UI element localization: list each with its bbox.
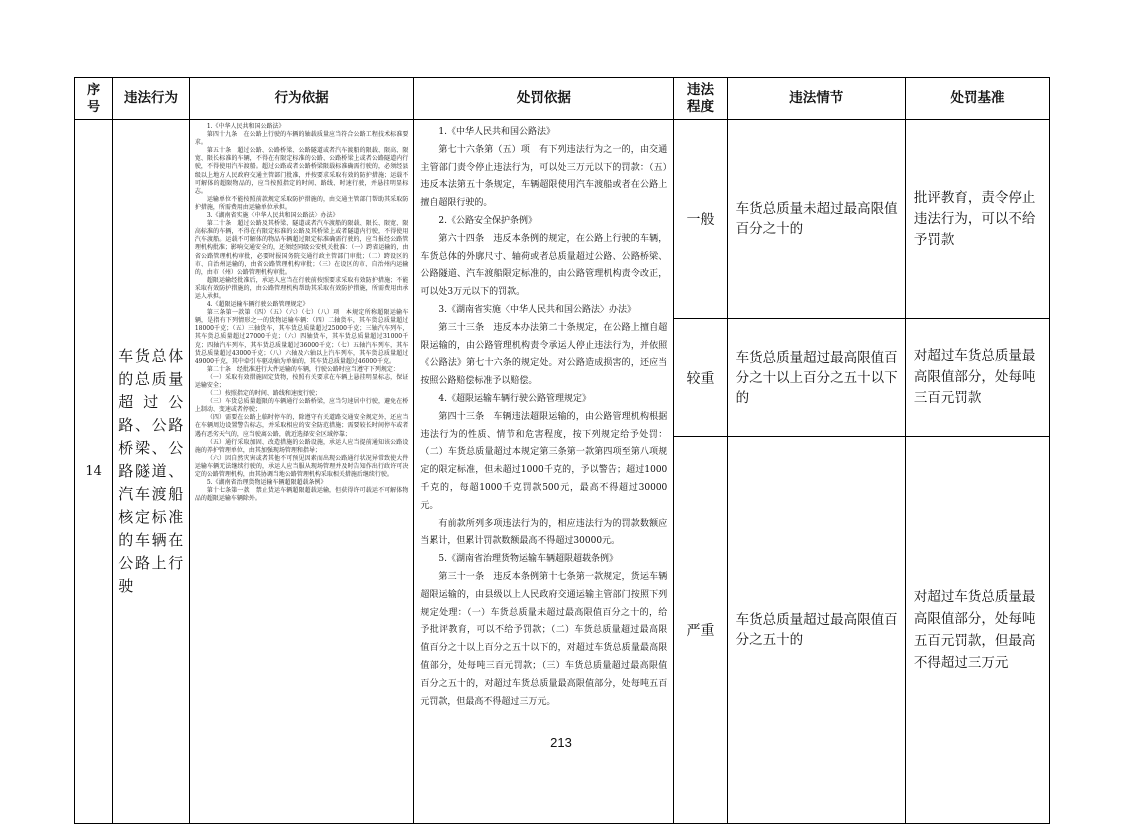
penalty-paragraph: 第三十三条 违反本办法第二十条规定，在公路上擅自超限运输的，由公路管理机构责令承运人停止违法行为，并依照《公路法》第七十六条的规定处。对公路造成损害的，还应当按照公路赔偿标准予以赔偿。: [420, 322, 668, 387]
basis-paragraph: （四）需要在公路上临时停车的，除遵守有关道路交通安全规定外，还应当在车辆周边设置警告标志，并采取相应的安全防范措施；需要较长时间停车或者遇有恶劣天气的，应当驶离公路，就近选择安全区域停靠；: [194, 414, 409, 438]
header-degree: [674, 78, 727, 120]
header-no: 序号: [75, 78, 113, 120]
basis-paragraph: 第二十条 经批准进行大件运输的车辆，行驶公路时应当遵守下列规定：: [206, 365, 399, 373]
row-number: 14: [75, 120, 113, 824]
circumstance-general: 车货总质量未超过最高限值百分之十的: [727, 120, 905, 319]
basis-paragraph: 运输单位不能按照前款规定采取防护措施的，由交通主管部门帮助其采取防护措施，所需费用由运输单位承担。: [194, 195, 409, 211]
table-row: [75, 120, 1050, 319]
basis-paragraph: （三）车货总质量超限的车辆通行公路桥梁，应当匀速居中行驶，避免在桥上制动、变速或者停驶；: [194, 398, 409, 414]
basis-paragraph: （一）采取有效措施固定货物，按照有关要求在车辆上悬挂明显标志，保证运输安全；: [194, 373, 409, 389]
penalty-paragraph: 5.《湖南省治理货物运输车辆超限超载条例》: [438, 554, 619, 565]
penalty-paragraph: 4.《超限运输车辆行驶公路管理规定》: [438, 393, 592, 404]
basis-paragraph: 第四十九条 在公路上行驶的车辆的轴载质量应当符合公路工程技术标准要求。: [194, 131, 409, 147]
basis-paragraph: 第二十条 超过公路及其桥梁、隧道或者汽车渡船的限载、限长、限宽、限高标准的车辆，不得在有限定标准的公路及其桥梁上或者隧道内行驶，不得使用汽车渡船。运载不可解体的物品车辆超过限定标准确需行驶的，应当报经公路管理机构批准；影响交通安全的，还须经同级公安机关批准：（一）跨省运输的，由省公路管理机构审批，必要时报国务院交通行政主管部门审批；（二）跨设区的市、自治州运输的，由省公路管理机构审批；（三）在设区的市、自治州内运输的，由市（州）公路管理机构审批。: [194, 220, 409, 276]
basis-paragraph: （六）因自然灾害或者其他不可预见因素而出现公路通行状况异常致使大件运输车辆无法继续行驶的，承运人应当服从现场管理并及时告知作出行政许可决定的公路管理机构，由其协调当地公路管理机构采取相关措施后继续行驶。: [194, 454, 409, 479]
header-degree-line1: 违法: [686, 81, 714, 98]
penalty-paragraph: 第七十六条第（五）项 有下列违法行为之一的，由交通主管部门责令停止违法行为，可以处三万元以下的罚款：（五）违反本法第五十条规定，车辆超限使用汽车渡船或者在公路上擅自超限行驶的。: [420, 144, 668, 209]
standard-serious: 对超过车货总质量最高限值部分，处每吨三百元罚款: [905, 319, 1049, 437]
violation-description: 车货总体的总质量超过公路、公路桥梁、公路隧道、汽车渡船核定标准的车辆在公路上行驶: [113, 120, 190, 824]
legal-basis-text: [189, 120, 414, 824]
degree-serious: 较重: [674, 319, 727, 437]
penalty-paragraph: 2.《公路安全保护条例》: [438, 215, 538, 226]
header-circumstance: 违法情节: [727, 78, 905, 120]
degree-general: 一般: [674, 120, 727, 319]
penalty-paragraph: 第四十三条 车辆违法超限运输的，由公路管理机构根据违法行为的性质、情节和危害程度，按下列规定给予处罚：（二）车货总质量超过本规定第三条第一款第四项至第八项规定的限定标准，但未超过1000千克的，予以警告；超过1000千克的，每超1000千克罚款500元，最高不得超过30000元。: [420, 411, 668, 511]
basis-paragraph: 第五十条 超过公路、公路桥梁、公路隧道或者汽车渡船的限载、限高、限宽、限长标准的车辆，不得在有限定标准的公路、公路桥梁上或者公路隧道内行驶，不得使用汽车渡船。超过公路或者公路桥梁限载标准确需行驶的，必须经县级以上地方人民政府交通主管部门批准，并按要求采取有效的防护措施；运载不可解体的超限物品的，应当按照指定的时间、路线、时速行驶，并悬挂明显标志。: [194, 147, 409, 195]
basis-paragraph: （二）按照指定的时间、路线和速度行驶；: [206, 390, 321, 398]
circumstance-serious: 车货总质量超过最高限值百分之十以上百分之五十以下的: [727, 319, 905, 437]
basis-paragraph: （五）通行采取加固、改造措施的公路设施，承运人应当提前通知该公路设施的养护管理单位，由其加强现场管理和指导；: [194, 438, 409, 454]
basis-paragraph: 4.《超限运输车辆行驶公路管理规定》: [206, 301, 309, 309]
basis-paragraph: 5.《湖南省治理货物运输车辆超限超载条例》: [206, 479, 327, 487]
header-penalty: 处罚依据: [414, 78, 674, 120]
header-degree-line2: 程度: [686, 98, 714, 115]
penalty-paragraph: 第三十一条 违反本条例第十七条第一款规定，货运车辆超限运输的，由县级以上人民政府交通运输主管部门按照下列规定处理：（一）车货总质量未超过最高限值百分之十的，给予批评教育，可以不给予罚款；（二）车货总质量超过最高限值百分之十以上百分之五十以下的，对超过车货总质量最高限值部分，处每吨三百元罚款；（三）车货总质量超过最高限值百分之五十的，对超过车货总质量最高限值部分，处每吨五百元罚款，但最高不得超过三万元。: [420, 571, 668, 707]
basis-paragraph: 3.《湖南省实施〈中华人民共和国公路法〉办法》: [206, 212, 339, 220]
header-basis: 行为依据: [189, 78, 414, 120]
penalty-paragraph: 1.《中华人民共和国公路法》: [438, 127, 556, 137]
basis-paragraph: 超限运输经批准后，承运人应当在行驶前按照要求采取有效防护措施；不能采取有效防护措施的，由公路管理机构帮助其采取有效防护措施，所需费用由承运人承担。: [194, 276, 409, 300]
standard-general: 批评教育，责令停止违法行为，可以不给予罚款: [905, 120, 1049, 319]
degree-severe: 严重: [674, 437, 727, 824]
basis-paragraph: 第十七条第一款 禁止货运车辆超限超载运输，但获得许可载运不可解体物品的超限运输车辆除外。: [194, 487, 409, 503]
basis-paragraph: 第三条第一款第（四）（五）（六）（七）（八）项 本规定所称超限运输车辆，是指有下列情形之一的货物运输车辆：（四）二轴货车，其车货总质量超过18000千克；（五）三轴货车，其车货总质量超过25000千克；三轴汽车列车，其车货总质量超过27000千克；（六）四轴货车，其车货总质量超过31000千克；四轴汽车列车，其车货总质量超过36000千克；（七）五轴汽车列车，其车货总质量超过43000千克；（八）六轴及六轴以上汽车列车，其车货总质量超过49000千克，其中牵引车驱动轴为单轴的，其车货总质量超过46000千克。: [194, 309, 409, 365]
penalty-paragraph: 3.《湖南省实施〈中华人民共和国公路法〉办法》: [438, 304, 637, 315]
page-number: 213: [550, 735, 572, 750]
standard-severe: 对超过车货总质量最高限值部分，处每吨五百元罚款，但最高不得超过三万元: [905, 437, 1049, 824]
penalty-paragraph: 有前款所列多项违法行为的，相应违法行为的罚款数额应当累计，但累计罚款数额最高不得超过30000元。: [420, 518, 668, 547]
circumstance-severe: 车货总质量超过最高限值百分之五十的: [727, 437, 905, 824]
header-row: [75, 78, 1050, 120]
penalty-paragraph: 第六十四条 违反本条例的规定，在公路上行驶的车辆，车货总体的外廓尺寸、轴荷或者总质量超过公路、公路桥梁、公路隧道、汽车渡船限定标准的，由公路管理机构责令改正，可以处3万元以下的罚款。: [420, 233, 668, 298]
penalty-standard-table: [74, 77, 1050, 824]
header-act: 违法行为: [113, 78, 190, 120]
basis-paragraph: 1.《中华人民共和国公路法》: [206, 123, 285, 130]
penalty-basis-text: [414, 120, 674, 824]
header-standard: 处罚基准: [905, 78, 1049, 120]
